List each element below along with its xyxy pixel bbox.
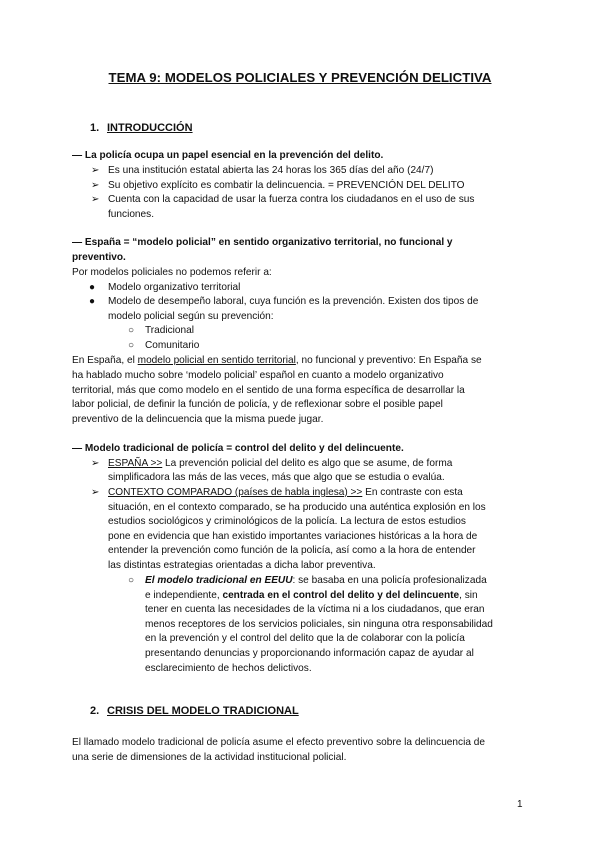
- block3-item2-line-3: estudios sociológicos y criminológicos de la policía. La lectura de estos estudios: [108, 516, 466, 527]
- block3-sub-line-1: [145, 573, 487, 588]
- block3-sub-line-5: en la prevención y el control del delito que la de colaborar con la policía: [145, 633, 465, 644]
- block3-item2-line-6: las distintas estrategias orientadas a dicha labor preventiva.: [108, 560, 376, 571]
- block1-bullet-3: Cuenta con la capacidad de usar la fuerza contra los ciudadanos en el uso de sus: [108, 194, 475, 205]
- block3-sub-line-6: presentando denuncias y proporcionando información capaz de ayudar al: [145, 648, 474, 659]
- section2-line-2: una serie de dimensiones de la actividad institucional policial.: [72, 752, 347, 763]
- block3-sub-line-4: menos receptores de los servicios policiales, sin ninguna otra responsabilidad: [145, 619, 493, 630]
- block3-lead: — Modelo tradicional de policía = control del delito y del delincuente.: [72, 443, 404, 454]
- block3-item1-line-1: [108, 456, 452, 471]
- section2-line-1: El llamado modelo tradicional de policía asume el efecto preventivo sobre la delincuencia de: [72, 737, 485, 748]
- block2-para-line-5: preventivo de la delincuencia que la misma puede jugar.: [72, 414, 324, 425]
- block2-para-line-4: labor policial, de definir la función de policía, y de reflexionar sobre el posible papel: [72, 399, 443, 410]
- block2-lead-line-2: preventivo.: [72, 252, 126, 263]
- block1-bullet-3-cont: funciones.: [108, 209, 155, 220]
- arrow-bullet-icon: ➢: [91, 458, 100, 469]
- item-text: En contraste con esta: [362, 487, 463, 498]
- arrow-bullet-icon: ➢: [91, 487, 100, 498]
- arrow-bullet-icon: ➢: [91, 194, 100, 205]
- block2-bullet-2: Modelo de desempeño laboral, cuya función es la prevención. Existen dos tipos de: [108, 296, 479, 307]
- circle-bullet-icon: ○: [128, 325, 135, 336]
- section-2-number: 2.: [90, 705, 100, 717]
- block3-item2-line-4: pone en evidencia que han existido importantes variaciones históricas a la hora de: [108, 531, 478, 542]
- block3-item2-line-5: entender la prevención como función de la policía, así como a la hora de entender: [108, 545, 476, 556]
- item-text: La prevención policial del delito es algo que se asume, de forma: [162, 458, 453, 469]
- block1-bullet-2: Su objetivo explícito es combatir la delincuencia. = PREVENCIÓN DEL DELITO: [108, 180, 465, 191]
- sub-bold-term: centrada en el control del delito y del delincuente: [222, 590, 460, 601]
- block2-para-line-1: [72, 353, 482, 368]
- block2-sub-1: Tradicional: [145, 325, 194, 336]
- para-text: , no funcional y preventivo: En España se: [295, 355, 482, 366]
- section-1-heading: [90, 122, 193, 134]
- block3-item1-line-2: simplificadora las más de las veces, más que algo que se estudia o evalúa.: [108, 472, 445, 483]
- block2-lead-line-1: — España = “modelo policial” en sentido organizativo territorial, no funcional y: [72, 237, 453, 248]
- arrow-bullet-icon: ➢: [91, 180, 100, 191]
- block1-bullet-1: Es una institución estatal abierta las 24 horas los 365 días del año (24/7): [108, 165, 434, 176]
- block3-sub-line-2: [145, 588, 478, 603]
- block2-bullet-1: Modelo organizativo territorial: [108, 282, 241, 293]
- page-number: 1: [517, 799, 523, 810]
- block3-item2-line-1: [108, 485, 463, 500]
- contexto-comparado-link[interactable]: CONTEXTO COMPARADO (países de habla inglesa) >>: [108, 487, 363, 498]
- block2-sub-2: Comunitario: [145, 340, 200, 351]
- block2-para-line-3: territorial, más que como modelo en el sentido de una forma específica de desarrollar la: [72, 385, 465, 396]
- section-2-heading: [90, 705, 299, 717]
- espana-link[interactable]: ESPAÑA >>: [108, 458, 163, 469]
- sub-text: e independiente,: [145, 590, 223, 601]
- disc-bullet-icon: ●: [89, 296, 96, 307]
- section-2-title: CRISIS DEL MODELO TRADICIONAL: [107, 705, 299, 717]
- document-title: TEMA 9: MODELOS POLICIALES Y PREVENCIÓN DELICTIVA: [108, 70, 492, 85]
- eeuu-model-term: El modelo tradicional en EEUU: [145, 575, 293, 586]
- block3-sub-line-7: esclarecimiento de hechos delictivos.: [145, 663, 312, 674]
- sub-text: : se basaba en una policía profesionalizada: [292, 575, 487, 586]
- circle-bullet-icon: ○: [128, 340, 135, 351]
- circle-bullet-icon: ○: [128, 575, 135, 586]
- section-1-number: 1.: [90, 122, 100, 134]
- block3-item2-line-2: situación, en el contexto comparado, se ha producido una auténtica explosión en los: [108, 502, 486, 513]
- para-text: En España, el: [72, 355, 138, 366]
- arrow-bullet-icon: ➢: [91, 165, 100, 176]
- block2-intro: Por modelos policiales no podemos referir a:: [72, 267, 272, 278]
- block1-lead: — La policía ocupa un papel esencial en la prevención del delito.: [72, 150, 384, 161]
- sub-text: , sin: [459, 590, 478, 601]
- block2-bullet-2-cont: modelo policial según su prevención:: [108, 311, 274, 322]
- para-underlined-term: modelo policial en sentido territorial: [137, 355, 296, 366]
- section-1-title: INTRODUCCIÓN: [107, 122, 193, 134]
- disc-bullet-icon: ●: [89, 282, 96, 293]
- block2-para-line-2: ha hablado mucho sobre ‘modelo policial’ español en cuanto a modelo organizativo: [72, 370, 444, 381]
- block3-sub-line-3: tener en cuenta las necesidades de la víctima ni a los ciudadanos, que eran: [145, 604, 485, 615]
